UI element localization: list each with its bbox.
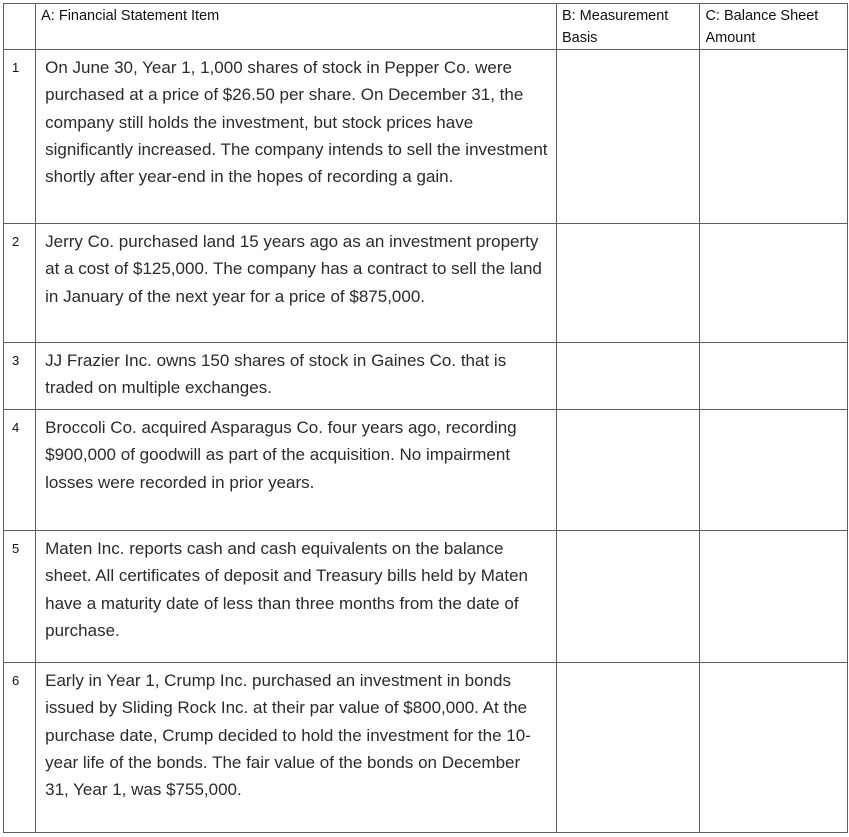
financial-statement-item-cell: Broccoli Co. acquired Asparagus Co. four years ago, recording $900,000 of goodwill as part of the acquisition. No impairment losses were recorded in prior years.: [36, 410, 557, 531]
financial-statement-item-cell: On June 30, Year 1, 1,000 shares of stock in Pepper Co. were purchased at a price of $26.50 per share. On December 31, the company still holds the investment, but stock prices have significantly increased. The company intends to sell the investment shortly after year-end in the hopes of recording a gain.: [36, 50, 557, 224]
column-header-balance-sheet-amount: C: Balance Sheet Amount: [700, 4, 848, 50]
financial-statement-item-cell: Early in Year 1, Crump Inc. purchased an investment in bonds issued by Sliding Rock Inc. at their par value of $800,000. At the purchase date, Crump decided to hold the investment for the 10-year life of the bonds. The fair value of the bonds on December 31, Year 1, was $755,000.: [36, 663, 557, 833]
measurement-basis-cell[interactable]: [556, 410, 700, 531]
row-number-header-cell: [4, 4, 36, 50]
row-number: 4: [4, 410, 36, 531]
financial-statement-item-cell: JJ Frazier Inc. owns 150 shares of stock in Gaines Co. that is traded on multiple exchanges.: [36, 343, 557, 410]
row-number: 1: [4, 50, 36, 224]
measurement-basis-cell[interactable]: [556, 663, 700, 833]
header-row: [4, 4, 848, 50]
balance-sheet-amount-cell[interactable]: [700, 531, 848, 663]
balance-sheet-amount-cell[interactable]: [700, 410, 848, 531]
balance-sheet-amount-cell[interactable]: [700, 343, 848, 410]
measurement-basis-cell[interactable]: [556, 50, 700, 224]
measurement-basis-cell[interactable]: [556, 531, 700, 663]
table-row: [4, 663, 848, 833]
row-number: 2: [4, 224, 36, 343]
row-number: 3: [4, 343, 36, 410]
table-row: [4, 531, 848, 663]
row-number: 5: [4, 531, 36, 663]
balance-sheet-amount-cell[interactable]: [700, 224, 848, 343]
column-header-measurement-basis: B: Measurement Basis: [556, 4, 700, 50]
financial-statement-table: [3, 3, 848, 833]
row-number: 6: [4, 663, 36, 833]
table-row: [4, 50, 848, 224]
balance-sheet-amount-cell[interactable]: [700, 50, 848, 224]
table-row: [4, 343, 848, 410]
financial-statement-item-cell: Maten Inc. reports cash and cash equivalents on the balance sheet. All certificates of deposit and Treasury bills held by Maten have a maturity date of less than three months from the date of purchase.: [36, 531, 557, 663]
measurement-basis-cell[interactable]: [556, 224, 700, 343]
balance-sheet-amount-cell[interactable]: [700, 663, 848, 833]
table-row: [4, 410, 848, 531]
measurement-basis-cell[interactable]: [556, 343, 700, 410]
table-row: [4, 224, 848, 343]
financial-statement-item-cell: Jerry Co. purchased land 15 years ago as an investment property at a cost of $125,000. The company has a contract to sell the land in January of the next year for a price of $875,000.: [36, 224, 557, 343]
column-header-financial-statement-item: A: Financial Statement Item: [36, 4, 557, 50]
